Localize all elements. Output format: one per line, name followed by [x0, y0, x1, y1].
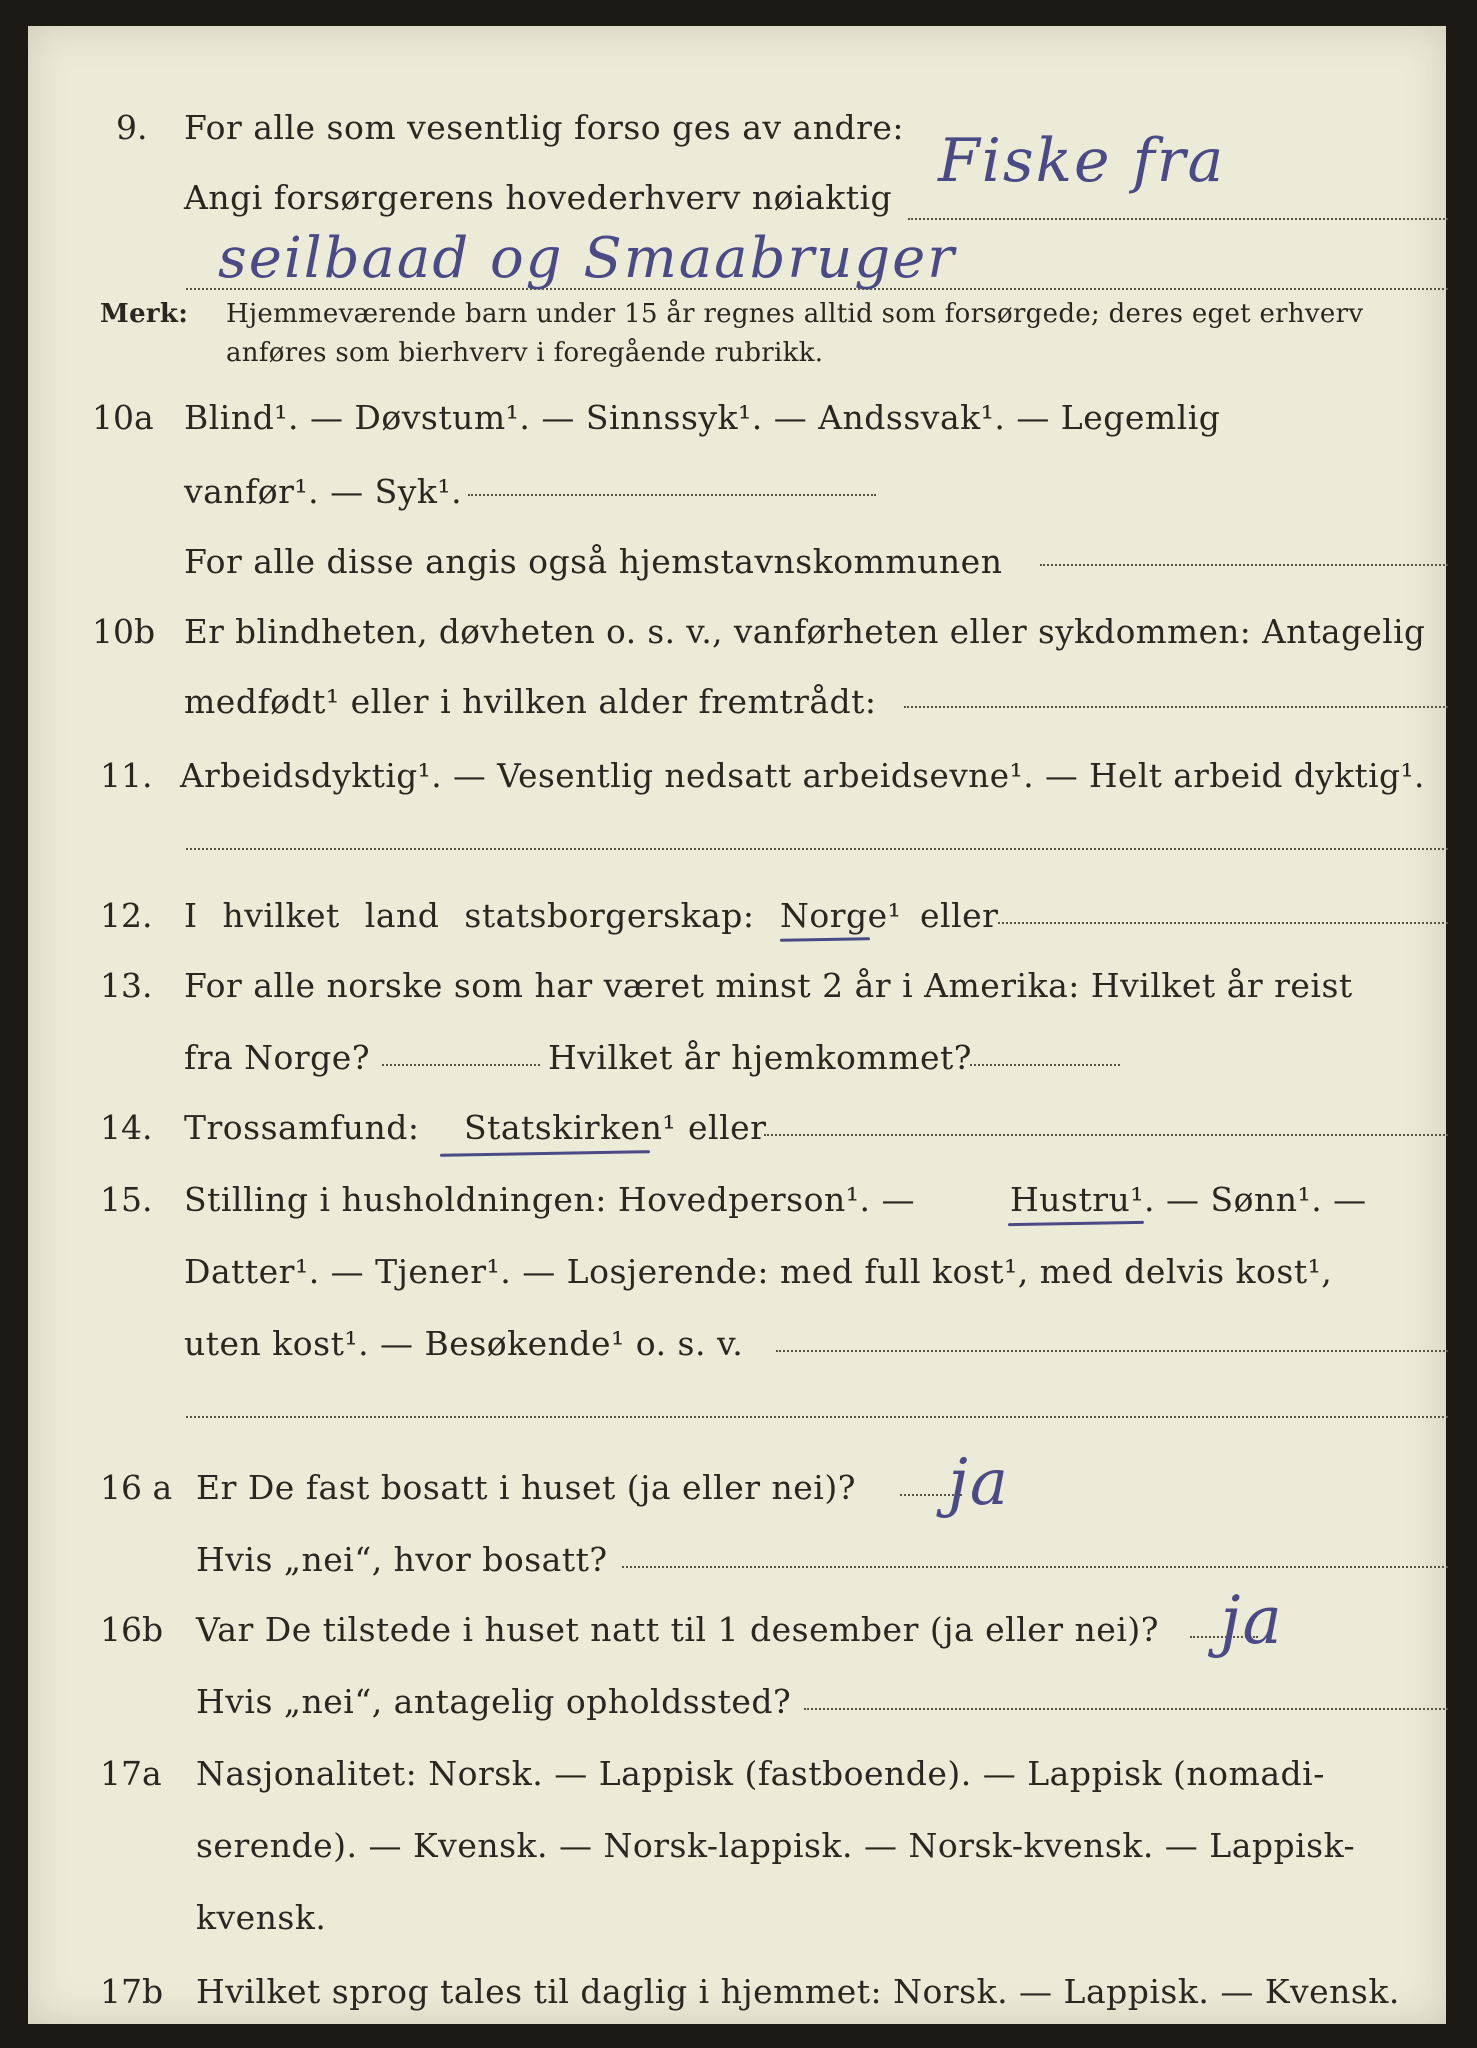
- merk-line2: anføres som bierhverv i foregående rubrikk.: [226, 338, 824, 368]
- q16b-dotline-2: [804, 1708, 1448, 1710]
- q16a-line2: Hvis „nei“, hvor bosatt?: [196, 1540, 608, 1579]
- q15-line2: Datter¹. — Tjener¹. — Losjerende: med full kost¹, med delvis kost¹,: [184, 1252, 1333, 1291]
- q16a-number: 16 a: [100, 1468, 173, 1507]
- q17b-line1: Hvilket sprog tales til daglig i hjemmet: Norsk. — Lappisk. — Kvensk.: [196, 1972, 1400, 2011]
- q10a-dotline-2: [1040, 564, 1448, 566]
- q17a-line1: Nasjonalitet: Norsk. — Lappisk (fastboende). — Lappisk (nomadi-: [196, 1754, 1325, 1793]
- q11-number: 11.: [100, 756, 153, 795]
- q13-line1: For alle norske som har været minst 2 år i Amerika: Hvilket år reist: [184, 966, 1353, 1005]
- q14-statskirken-underline: [440, 1150, 650, 1157]
- q10b-line2: medfødt¹ eller i hvilken alder fremtrådt:: [184, 682, 877, 721]
- q16a-handwritten-answer: ja: [948, 1446, 1010, 1520]
- census-form-page: [28, 26, 1446, 2024]
- q12-norge-underline: [780, 937, 870, 942]
- q10b-dotline: [904, 706, 1448, 708]
- q11-line1: Arbeidsdyktig¹. — Vesentlig nedsatt arbeidsevne¹. — Helt arbeid dyktig¹.: [180, 756, 1425, 795]
- q12-text-a: I hvilket land statsborgerskap:: [184, 896, 755, 935]
- q16b-line2: Hvis „nei“, antagelig opholdssted?: [196, 1682, 792, 1721]
- q9-answer-dotline: [908, 218, 1448, 220]
- q10a-line2: vanfør¹. — Syk¹.: [184, 472, 463, 511]
- q17b-number: 17b: [100, 1972, 164, 2011]
- q14-text-b: eller: [688, 1108, 767, 1147]
- q9-number: 9.: [116, 108, 148, 147]
- q9-line1: For alle som vesentlig forso ges av andre:: [184, 108, 904, 147]
- q15-hustru: Hustru¹.: [1010, 1180, 1155, 1219]
- q15-number: 15.: [100, 1180, 153, 1219]
- q13-number: 13.: [100, 966, 153, 1005]
- q14-number: 14.: [100, 1108, 153, 1147]
- q9-handwritten-answer-b: seilbaad og Smaabruger: [218, 226, 957, 291]
- q12-norge: Norge¹: [780, 896, 902, 935]
- q12-dotline: [998, 922, 1448, 924]
- q12-text-b: eller: [920, 896, 999, 935]
- q14-dotline: [764, 1134, 1448, 1136]
- q15-line1b: — Sønn¹. —: [1166, 1180, 1367, 1219]
- q15-hustru-underline: [1008, 1221, 1144, 1226]
- q10a-number: 10a: [92, 398, 154, 437]
- q17a-line2: serende). — Kvensk. — Norsk-lappisk. — Norsk-kvensk. — Lappisk-: [196, 1826, 1356, 1865]
- q15-dotline-2: [186, 1416, 1448, 1418]
- q16b-number: 16b: [100, 1610, 164, 1649]
- q15-line1a: Stilling i husholdningen: Hovedperson¹. —: [184, 1180, 915, 1219]
- q13-dotline-1: [382, 1064, 540, 1066]
- q9-handwritten-answer-a: Fiske fra: [938, 126, 1226, 196]
- q16b-line1: Var De tilstede i huset natt til 1 desember (ja eller nei)?: [196, 1610, 1159, 1649]
- q10b-line1: Er blindheten, døvheten o. s. v., vanførheten eller sykdommen: Antagelig: [184, 612, 1426, 651]
- q12-number: 12.: [100, 896, 153, 935]
- q13-dotline-2: [970, 1064, 1120, 1066]
- q14-statskirken: Statskirken¹: [464, 1108, 677, 1147]
- q14-text-a: Trossamfund:: [184, 1108, 420, 1147]
- q9-line2: Angi forsørgerens hovederhverv nøiaktig: [184, 178, 893, 217]
- q11-dotline: [186, 848, 1448, 850]
- q10b-number: 10b: [92, 612, 156, 651]
- merk-line1: Hjemmeværende barn under 15 år regnes alltid som forsørgede; deres eget erhverv: [226, 299, 1364, 329]
- q17a-line3: kvensk.: [196, 1898, 327, 1937]
- q16b-handwritten-answer: ja: [1220, 1582, 1284, 1659]
- q16a-dotline-2: [622, 1566, 1448, 1568]
- q10a-line3: For alle disse angis også hjemstavnskommunen: [184, 542, 1003, 581]
- q10a-line1: Blind¹. — Døvstum¹. — Sinnssyk¹. — Andssvak¹. — Legemlig: [184, 398, 1221, 437]
- q16a-line1: Er De fast bosatt i huset (ja eller nei)?: [196, 1468, 856, 1507]
- q17a-number: 17a: [100, 1754, 162, 1793]
- q13-line2a: fra Norge?: [184, 1038, 371, 1077]
- merk-label: Merk:: [100, 299, 189, 329]
- q13-line2b: Hvilket år hjemkommet?: [548, 1038, 972, 1077]
- q15-line3: uten kost¹. — Besøkende¹ o. s. v.: [184, 1324, 744, 1363]
- q15-dotline-1: [776, 1350, 1448, 1352]
- q10a-dotline-1: [468, 494, 876, 496]
